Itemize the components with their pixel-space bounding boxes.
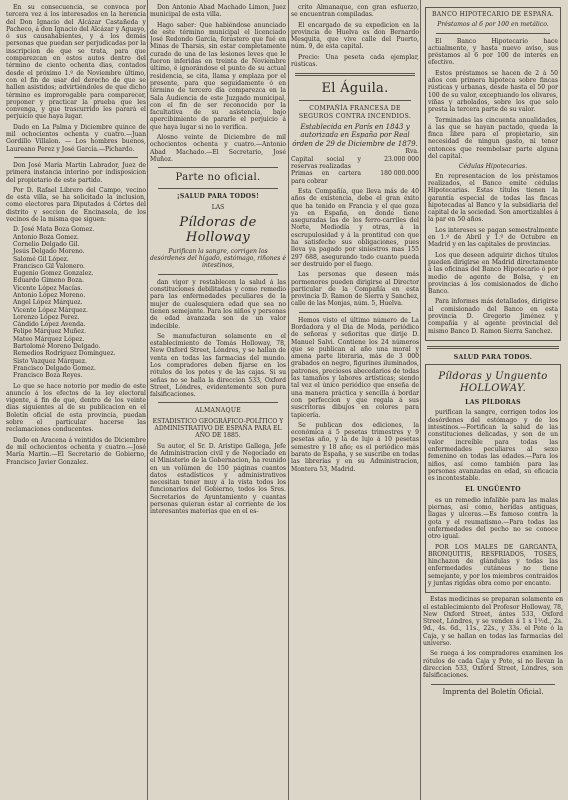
paragraph: Se ruega á los compradores examinen los rótulos de cada Caja y Pote, si no llevan la direccion 533, Oxford Street, Lóndres, son falsificaciones. <box>423 650 563 680</box>
list-item: Francisco Gil Valonero. <box>13 262 85 270</box>
paragraph: Los que deseen adquirir dichos títulos pueden dirigirse en Madrid directamente á las oficinas del Banco Hipotecario ó por medio de agente de Bolsa, y en provincias á los comisionados de dicho Banco. <box>428 251 558 296</box>
paragraph: Don Antonio Abad Machado Limon, Juez municipal de esta villa. <box>150 4 286 19</box>
divider <box>158 274 278 275</box>
premium-row <box>291 170 419 185</box>
list-item: Remedios Rodríguez Domínguez. <box>13 350 116 358</box>
paragraph: Precio: Una peseta cada ejemplar, rústicas. <box>291 53 419 69</box>
list-item: Francisco Delgado Gomez. <box>13 364 96 372</box>
section-subheading: Cédulas Hipotecarias. <box>458 163 528 171</box>
list-item: Vicente López Márquez. <box>13 306 88 314</box>
column-1 <box>6 4 146 796</box>
paragraph: Dado en La Palma y Diciembre quince de mil ochocientos ochenta y cuatro.—Juan Gordillo Villalon. — Los hombres buenos, Laureano Perez y José García.—Pichardo. <box>6 123 146 153</box>
list-item: Salomé Gil López. <box>13 255 69 263</box>
ad-heading: ¡SALUD PARA TODOS! <box>176 193 260 201</box>
column-rule <box>420 0 421 800</box>
paragraph: es un remedio infalible para las malas piernas, así como, heridas antiguas, llagas y ulceras.—Es famoso contra la gota y el reumatismo.—Para todas las enfermedades del pecho no se conoce otro igual. <box>428 496 558 541</box>
paragraph: POR LOS MALES DE GARGANTA, BRONQUITIS, RESFRIADOS, TOSES, hinchazon de glándulas y todas las enfermedades cutáneas no tiene semejante, y por los miembros contraidos y juntas rigidas obra como por encanto. <box>428 543 558 587</box>
list-item: Jesús Delgado Moreno. <box>13 248 85 256</box>
ad-title: Píldoras de Holloway <box>179 214 257 245</box>
ad-label: LAS <box>211 203 225 211</box>
paragraph: purifican la sangre, corrigen todos los desórdenes del estómago y de los intestinos.—Fortifican la salud de las constituciones delicadas, y son de un valor increíble para todas las enfermedades peculiares al sexo femenino en todas las edades.—Para los niños, así como también para las personas avanzadas en edad, su eficacia es incontestable. <box>428 409 558 483</box>
ad-label: Rva. <box>405 148 419 156</box>
bank-heading: BANCO HIPOTECARIO DE ESPAÑA. <box>431 11 555 18</box>
list-item: Felipe Márquez Muñez. <box>13 328 87 336</box>
company-subheading: Establecida en París en 1843 y autorizada en España por Real órden de 29 de Diciembre de 1879. <box>292 122 418 148</box>
list-item: Antonio Boza Gomez. <box>13 233 79 241</box>
company-heading: COMPAÑÍA FRANCESA DE SEGUROS CONTRA INCENDIOS. <box>298 105 412 120</box>
paragraph: El Banco Hipotecario hace actualmente, y hasta nuevo aviso, sus préstamos al 6 por 100 de interés en efectivo. <box>428 37 558 67</box>
list-item: Antonio López Moreno. <box>13 291 86 299</box>
column-rule <box>288 0 289 800</box>
list-item: Lorenzo López Perez. <box>13 313 80 321</box>
list-item: Cándido López Avenda. <box>13 321 86 329</box>
capital-row <box>291 156 419 171</box>
almanac-subheading: ESTADISTICO GEOGRÁFICO-POLÍTICO Y ADMINISTRATIVO DE ESPAÑA PARA EL AÑO DE 1885. <box>152 417 284 440</box>
capital-label: Capital social y reservas realizadas <box>291 155 361 171</box>
divider <box>158 167 278 168</box>
divider <box>299 312 411 313</box>
paragraph: Por D. Rafael Librero del Campo, vecino de esta villa, se ha solicitado la inclusion, como electores para Diputados á Córtes del distrito y seccion de Encinasola, de los vecinos de la misma que siguen: <box>6 186 146 224</box>
paragraph: Dado en Aracena á veintidos de Diciembre de mil ochocientos ochenta y cuatro.—José María Martin.—El Secretario de Gobierno, Francisco Javier Gonzalez. <box>6 436 146 466</box>
paragraph: Alosno veinte de Diciembre de mil ochocientos ochenta y cuatro.—Antonio Abad Machado.—El Secretario, José Muñoz. <box>150 134 286 163</box>
divider <box>436 33 550 34</box>
ad-title: Píldoras y Unguento HOLLOWAY. <box>438 371 548 395</box>
list-item: Vicente López Macías. <box>13 284 83 292</box>
divider <box>295 73 415 76</box>
paragraph: crito Almanaque, con gran esfuerzo, se encuentran compiladas. <box>291 4 419 19</box>
ad-subtitle: Purifican la sangre, corrigen los desórdenes del hígado, estómago, riñones é intestinos, <box>150 247 286 270</box>
ad-title: El Águila. <box>321 81 389 97</box>
column-2 <box>150 4 286 796</box>
paragraph: Don José María Martin Labrador, Juez de primera instancia interino por indisposicion del propietario de este partido. <box>6 161 146 184</box>
divider <box>158 188 278 189</box>
printer-footer: Imprenta del Boletín Oficial. <box>442 687 544 696</box>
ad-subheading: LAS PÍLDORAS <box>465 399 521 407</box>
paragraph: Estas medicinas se preparan solamente en el establecimiento del Profesor Holloway, 78, New Oxford Street, ántes 533, Oxford Street, Lóndres, y se venden á 1 s 1½d., 2s. 9d., 4s. 6d., 11s., 22s., y 33s. el Pote ó la Caja, y se hallan en todas las farmacias del universo. <box>423 596 563 648</box>
premium-label: Primas en cartera para cobrar <box>291 170 361 185</box>
divider <box>427 346 559 349</box>
paragraph: El encargado de su expedicion en la provincia de Huelva es don Bernardo Mesquita, que vive calle del Puerto, núm. 9, de esta capital. <box>291 21 419 51</box>
divider <box>158 402 278 403</box>
divider <box>299 100 411 101</box>
ad-subheading: EL UNGÜENTO <box>465 486 521 494</box>
premium-value: 180 000.000 <box>380 170 419 178</box>
paragraph: Su autor, el Sr. D. Aristipo Gallega, Jefe de Administracion civil y de Negociado en el Ministerio de la Gobernacion, ha reunido en un volúmen de 150 páginas cuantos datos estadísticos y administrativos necesitan tener muy á la vista todos los funcionarios del Gobierno, todos los Sres. Secretarios de Ayuntamiento y cuantas personas quieran estar al corriente de los interesantes materias que en el es- <box>150 442 286 516</box>
list-item: Cornelio Delgado Gil. <box>13 240 80 248</box>
column-4 <box>423 4 563 796</box>
divider <box>431 684 555 685</box>
paragraph: Las personas que deseen más pormenores pueden dirigirse al Director particular de la Compañía en esta provincia D. Ramon de Sierra y Sanchez, calle de las Monjas, núm. 5, Huelva. <box>291 271 419 308</box>
holloway-ad-box <box>425 364 561 593</box>
paragraph: Estos préstamos se hacen de 2 á 50 años con primera hipoteca sobre fincas rústicas y urbanas, desde hasta el 50 por 100 de su valor, exceptuando los olivares, viñas y arbolados, sobre los que solo presta la tercera parte de su valor. <box>428 69 558 114</box>
list-item: Sisto Vazquez Márquez. <box>13 357 87 365</box>
section-heading: Parte no oficial. <box>175 172 261 184</box>
paragraph: dan vigor y restablecen la salud á las constituciones debilitadas y como remedio para las enfermedades peculiares de la mujer de cualesquiera edad que sea no tienen semejante. Para los niños y personas de edad avanzada son de un valor indecible. <box>150 278 286 330</box>
list-item: Mateo Márquez López. <box>13 335 85 343</box>
capital-value: 23.000 000 <box>384 155 419 163</box>
paragraph: Hemos visto el último número de La Bordadora y el Dia de Moda, periódico de señoras y señoritas que dirije D. Manuel Salvi. Contiene los 24 números que se publican al año una moral y amena parte literaria, más de 3 000 grabados en negro, figurines iluminados, patrones, preciosos abecedarios de todas las tamaños y labores artísticas; siendo tal vez el único periódico que enseña de una manera práctica y sencilla á bordar con perfeccion y que regala á sus suscritoras dibujos en colores para tapicería. <box>291 316 419 419</box>
column-3 <box>291 4 419 796</box>
list-item: D. José Mata Boza Gomez. <box>13 226 95 234</box>
list-item: Francisco Boza Reyes. <box>13 372 83 380</box>
paragraph: Se manufacturan solamente en el establecimiento de Tomás Holloway, 78, New Oxford Street, Lóndres, y se hallan de venta en todas las farmacias del mundo. Los compradores deben fijarse en los rótulos de los potes y de las cajas. Si su señas no se halla la direccion 533, Oxford Street, Lóndres, evidentemente son pura falsificaciones. <box>150 332 286 399</box>
divider <box>14 157 138 158</box>
paragraph: Terminadas las cincuenta anualidades, á las que se hayan pactado, queda la finca libre para el propietario, sin necesidad de ningun gasto, ni tener entonces que reembolsar parte alguna del capital. <box>428 116 558 161</box>
paragraph: Hago saber: Que habiéndose anunciado de este término municipal el licenciado José Redondo García, forastero que fué en Minas de Tharsis, sin estar completamente curado de una de las lesiones leves que le fueron inferidas en treinta de Noviembre último, é ignorándose el punto de su actual residencia, se cita, llama y emplaza por el presente, para que seguidamente ó en término de tercero día comparezca en la Sala Audiencia de este Juzgado municipal, con el fin de ser reconocido por la facultativa de su asistencia, bajo apercibimiento de pararle el perjuicio á que haya lugar si no lo verifica. <box>150 21 286 131</box>
paragraph: Esta Compañía, que lleva más de 40 años de existencia, debe el gran éxito que ha tenido en Francia y el que goza ya en España, en donde tiene aseguradas las de los ferro-carriles del Norte, Mediodía y otras, á la escrupulosidad y á la prontitud con que ha satisfecho sus obligaciones, pues lleva ya pagado por siniestros mas 155 297 688, asegurando todo cuanto pueda ser destruido por el fuego. <box>291 187 419 268</box>
paragraph: Para informes más detallados, dirigirse al comisionado del Banco en esta provincia D. Gregorio Jiménez y compañía y al agente provincial del mismo Banco D. Ramon Sierra Sanchez. <box>428 298 558 335</box>
list-item: Angel López Márquez. <box>13 299 83 307</box>
list-item: Eduardo Gimeno Boza. <box>13 277 84 285</box>
paragraph: Se publican dos ediciones, la económica á 5 pesetas trimestres y 9 pesetas año, y la de lujo á 10 pesetas semestre y 18 año; es el periódico más barato de España, y se suscribe en todas las librerías y en su Administracion, Montera 53, Madrid. <box>291 421 419 473</box>
almanac-heading: ALMANAQUE <box>194 407 242 415</box>
bank-ad-box <box>425 7 561 341</box>
paragraph: En su consecuencia, se convoca por tercera vez á los interesados en la herencia del Don Ignacio del Alcázar Castañeda y Pacheco, á don Ignacio del Alcázar y Aguayo, ó sus causahabientes, y á los demás personas que puedan ser perjudicadas por la inscripcion de que se trata, para que comparezcan en estos autos dentro del término de ciento ochenta dias, contados desde el próximo 1.º de Noviembre último, con el fin de usar del derecho de que se hallen asistidos; advirtiéndoles de que dicho término es improrogable para comparecer, proponer y practicar la prueba que les convenga, y que trascurrido les parará el perjuicio que haya lugar. <box>6 4 146 121</box>
ad-heading: SALUD PARA TODOS. <box>453 353 533 361</box>
column-rule <box>147 0 148 800</box>
bank-subheading: Préstamos al 6 por 100 en metálico. <box>437 21 549 29</box>
paragraph: Lo que se hace notorio por medio de este anuncio á los efectos de la ley electoral vigente, á fin de que, dentro de los veinte dias siguientes al de su publicacion en el Boletín oficial de esta provincia, puedan sobre el particular hacerse las reclamaciones conducentes. <box>6 382 146 434</box>
list-item: Eugenio Gomez Gonzalez. <box>13 270 94 278</box>
elector-list <box>6 226 146 379</box>
list-item: Bartolomé Moreno Delgado. <box>13 343 101 351</box>
paragraph: Los intereses se pagan semestralmente en 1.º de Abril y 1.º de Octubre en Madrid y en las capitales de provincias. <box>428 226 558 249</box>
paragraph: En representacion de los préstamos realizados, el Banco emite cédulas Hipotecarias. Estas títulos tienen la garantía especial de todas las fincas hipotecadas al Banco y la subsidiaria del capital de la sociedad. Son amortizables á la par en 50 años. <box>428 172 558 224</box>
